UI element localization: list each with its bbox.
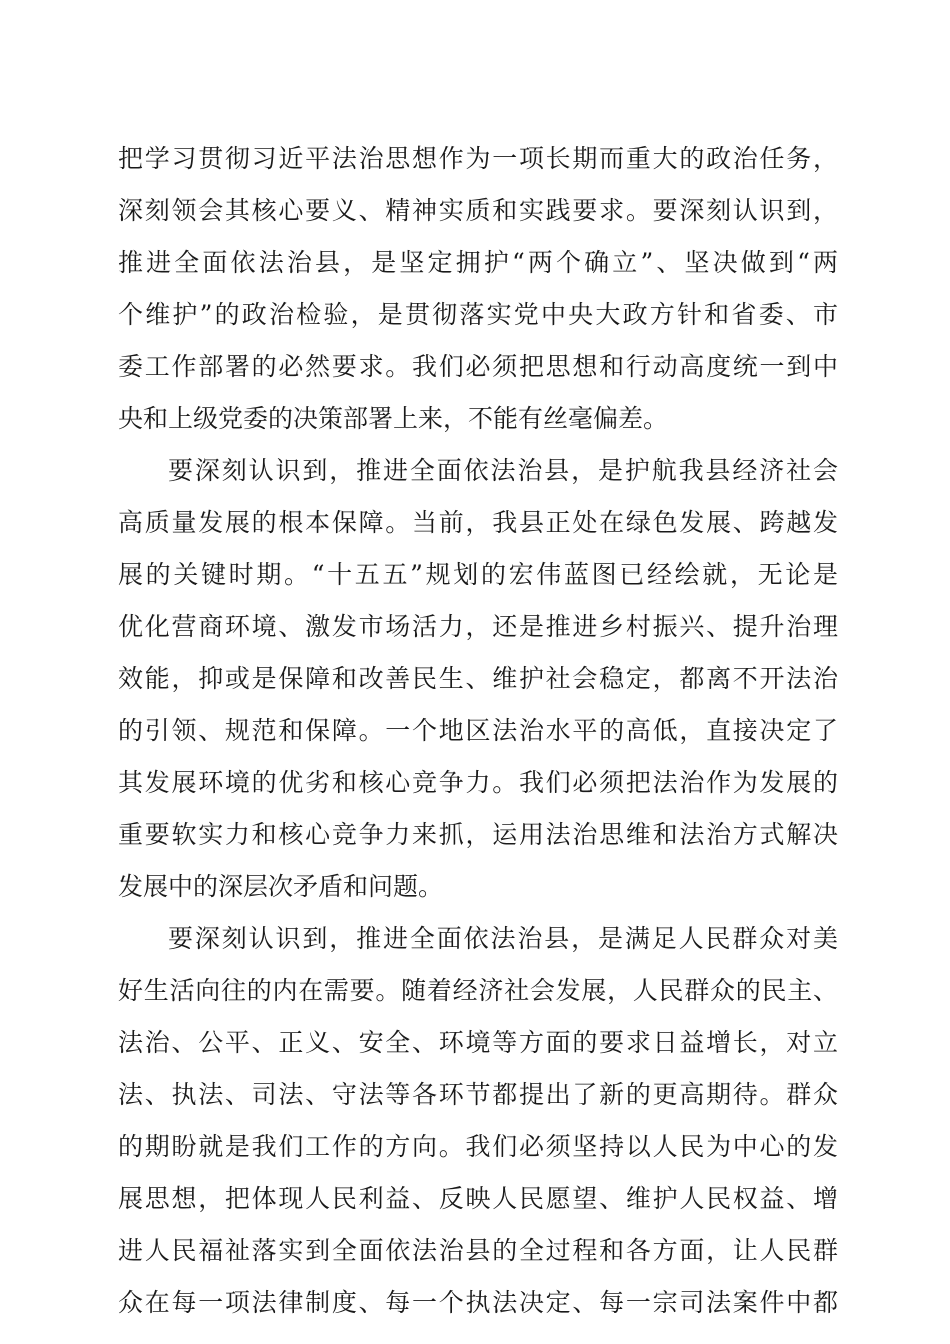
text-line: 高质量发展的根本保障。当前，我县正处在绿色发展、跨越发	[118, 508, 838, 537]
text-line: 推进全面依法治县，是坚定拥护“两个确立”、坚决做到“两	[118, 248, 838, 277]
text-line: 委工作部署的必然要求。我们必须把思想和行动高度统一到中	[118, 352, 838, 381]
text-line: 法、执法、司法、守法等各环节都提出了新的更高期待。群众	[118, 1080, 838, 1109]
text-line: 好生活向往的内在需要。随着经济社会发展，人民群众的民主、	[118, 976, 838, 1005]
text-line: 展的关键时期。“十五五”规划的宏伟蓝图已经绘就，无论是	[118, 560, 838, 589]
text-line: 要深刻认识到，推进全面依法治县，是护航我县经济社会	[168, 456, 838, 485]
text-line: 央和上级党委的决策部署上来，不能有丝毫偏差。	[118, 404, 669, 433]
text-line: 要深刻认识到，推进全面依法治县，是满足人民群众对美	[168, 924, 838, 953]
text-line: 的期盼就是我们工作的方向。我们必须坚持以人民为中心的发	[118, 1132, 838, 1161]
text-line: 众在每一项法律制度、每一个执法决定、每一宗司法案件中都	[118, 1288, 838, 1317]
text-line: 展思想，把体现人民利益、反映人民愿望、维护人民权益、增	[118, 1184, 838, 1213]
text-line: 深刻领会其核心要义、精神实质和实践要求。要深刻认识到，	[118, 196, 838, 225]
text-line: 优化营商环境、激发市场活力，还是推进乡村振兴、提升治理	[118, 612, 838, 641]
text-line: 个维护”的政治检验，是贯彻落实党中央大政方针和省委、市	[118, 300, 838, 329]
text-line: 把学习贯彻习近平法治思想作为一项长期而重大的政治任务，	[118, 144, 838, 173]
text-line: 效能，抑或是保障和改善民生、维护社会稳定，都离不开法治	[118, 664, 838, 693]
text-line: 重要软实力和核心竞争力来抓，运用法治思维和法治方式解决	[118, 820, 838, 849]
text-line: 法治、公平、正义、安全、环境等方面的要求日益增长，对立	[118, 1028, 838, 1057]
text-line: 发展中的深层次矛盾和问题。	[118, 872, 444, 901]
text-line: 进人民福祉落实到全面依法治县的全过程和各方面，让人民群	[118, 1236, 838, 1265]
text-line: 其发展环境的优劣和核心竞争力。我们必须把法治作为发展的	[118, 768, 838, 797]
text-line: 的引领、规范和保障。一个地区法治水平的高低，直接决定了	[118, 716, 838, 745]
